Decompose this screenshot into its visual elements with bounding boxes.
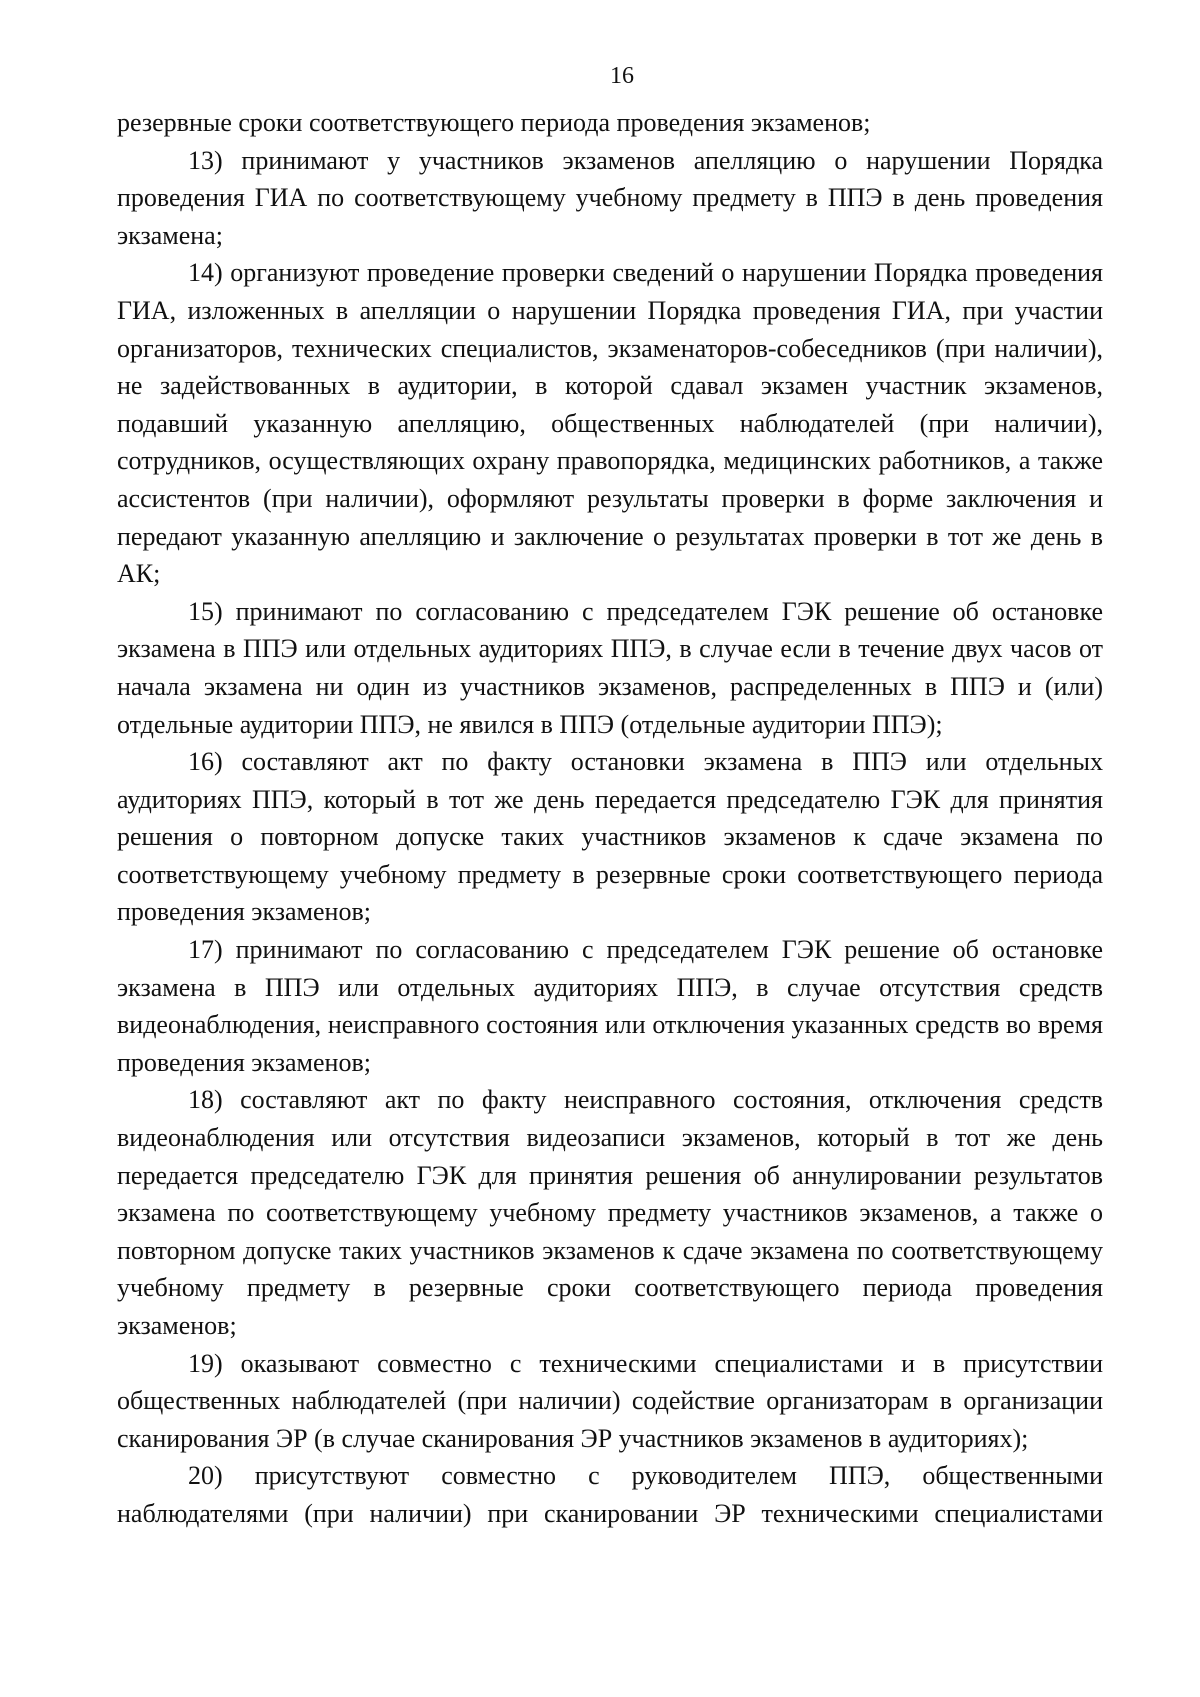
list-item-16: 16) составляют акт по факту остановки экзамена в ППЭ или отдельных аудиториях ППЭ, который в тот же день передается председателю ГЭК для принятия решения о повторном допуске таких участников экзаменов к сдаче экзамена по соответствующему учебному предмету в резервные сроки соответствующего периода проведения экзаменов; <box>117 747 1103 927</box>
list-item-20: 20) присутствуют совместно с руководителем ППЭ, общественными наблюдателями (при наличии) при сканировании ЭР техническими специалистами <box>117 1461 1103 1528</box>
list-item-19: 19) оказывают совместно с техническими специалистами и в присутствии общественных наблюдателей (при наличии) содействие организаторам в организации сканирования ЭР (в случае сканирования ЭР участников экзаменов в аудиториях); <box>117 1348 1103 1453</box>
paragraph-continuation: резервные сроки соответствующего периода проведения экзаменов; <box>117 108 871 137</box>
list-item-14: 14) организуют проведение проверки сведений о нарушении Порядка проведения ГИА, изложенных в апелляции о нарушении Порядка проведения ГИА, при участии организаторов, технических специалистов, экзаменаторов-собеседников (при наличии), не задействованных в аудитории, в которой сдавал экзамен участник экзаменов, подавший указанную апелляцию, общественных наблюдателей (при наличии), сотрудников, осуществляющих охрану правопорядка, медицинских работников, а также ассистентов (при наличии), оформляют результаты проверки в форме заключения и передают указанную апелляцию и заключение о результатах проверки в тот же день в АК; <box>117 258 1103 589</box>
list-item-13: 13) принимают у участников экзаменов апелляцию о нарушении Порядка проведения ГИА по соответствующему учебному предмету в ППЭ в день проведения экзамена; <box>117 145 1103 250</box>
list-item-15: 15) принимают по согласованию с председателем ГЭК решение об остановке экзамена в ППЭ или отдельных аудиториях ППЭ, в случае если в течение двух часов от начала экзамена ни один из участников экзаменов, распределенных в ППЭ и (или) отдельные аудитории ППЭ, не явился в ППЭ (отдельные аудитории ППЭ); <box>117 596 1103 739</box>
document-body <box>117 104 1103 1533</box>
list-item-17: 17) принимают по согласованию с председателем ГЭК решение об остановке экзамена в ППЭ или отдельных аудиториях ППЭ, в случае отсутствия средств видеонаблюдения, неисправного состояния или отключения указанных средств во время проведения экзаменов; <box>117 935 1103 1077</box>
list-item-18: 18) составляют акт по факту неисправного состояния, отключения средств видеонаблюдения или отсутствия видеозаписи экзаменов, который в тот же день передается председателю ГЭК для принятия решения об аннулировании результатов экзамена по соответствующему учебному предмету участников экзаменов, а также о повторном допуске таких участников экзаменов к сдаче экзамена по соответствующему учебному предмету в резервные сроки соответствующего периода проведения экзаменов; <box>117 1085 1103 1340</box>
page-number: 16 <box>610 63 634 89</box>
